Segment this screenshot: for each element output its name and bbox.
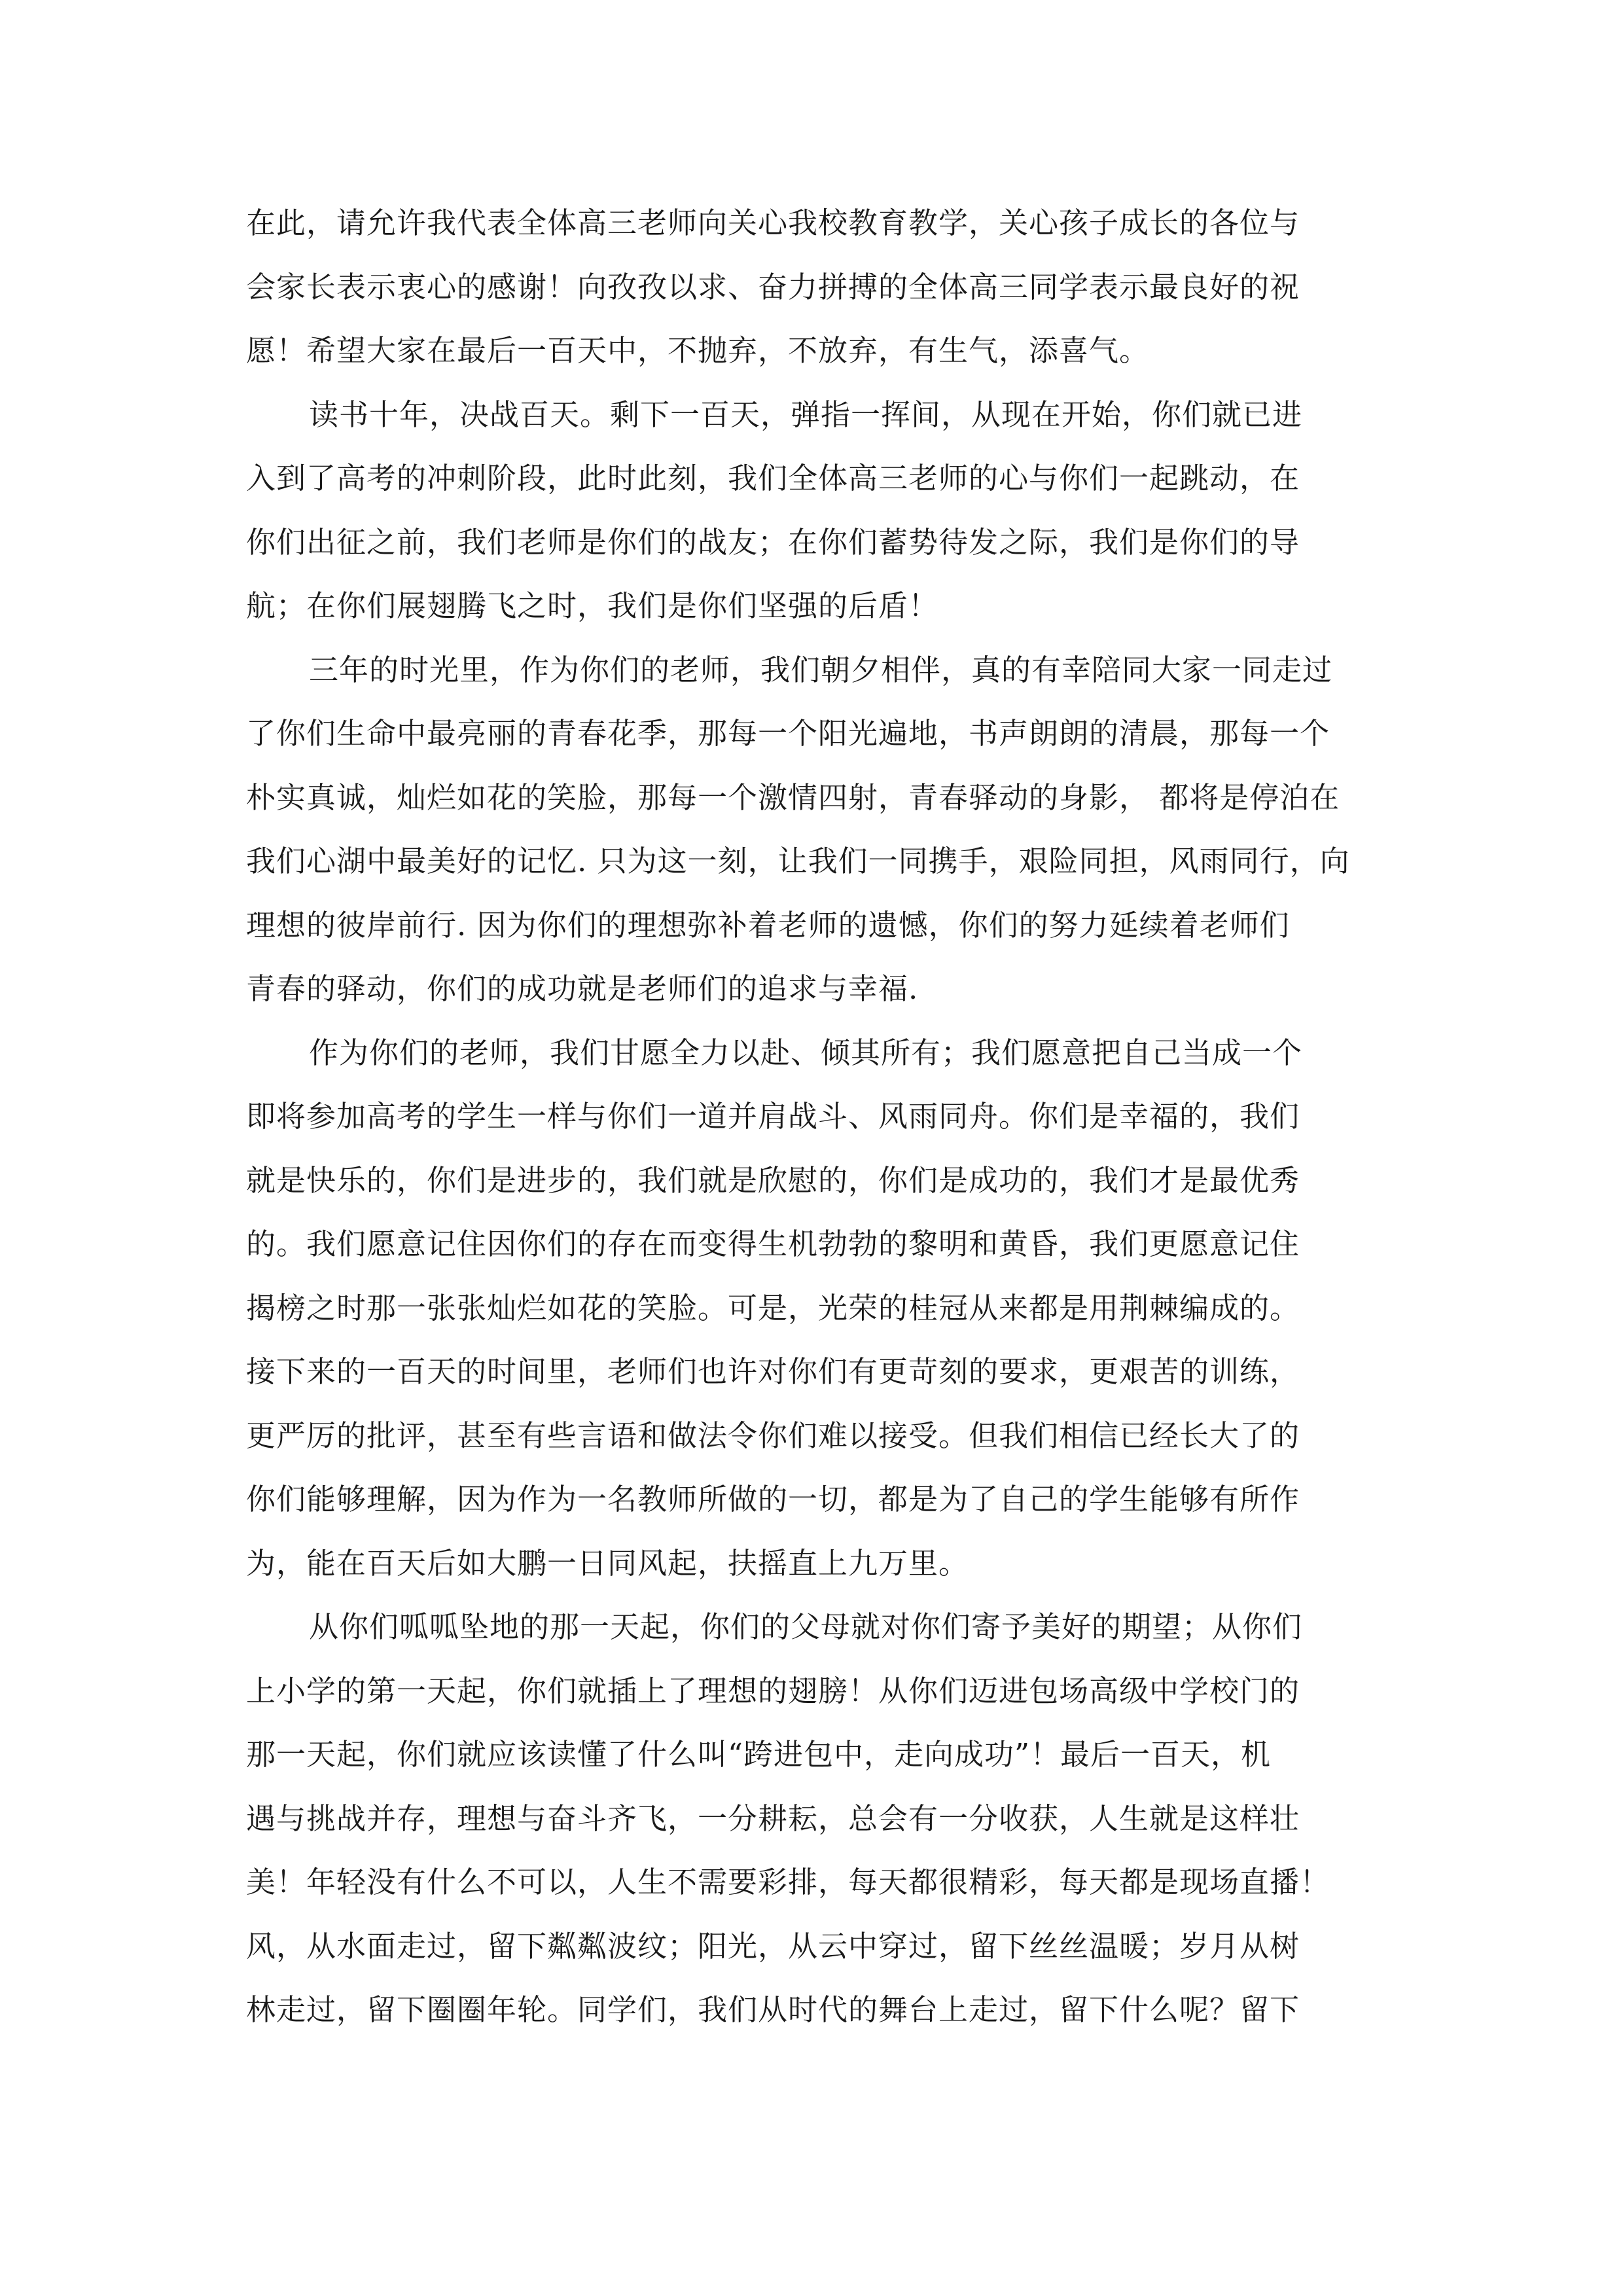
text-line: 朴实真诚，灿烂如花的笑脸，那每一个激情四射，青春驿动的身影， 都将是停泊在 <box>246 780 1340 815</box>
speech-text <box>246 191 1398 2042</box>
text-line: 愿！希望大家在最后一百天中，不抛弃，不放弃，有生气，添喜气。 <box>246 333 1150 368</box>
text-line: 遇与挑战并存，理想与奋斗齐飞，一分耕耘，总会有一分收获，人生就是这样壮 <box>246 1801 1300 1836</box>
text-line: 作为你们的老师，我们甘愿全力以赴、倾其所有；我们愿意把自己当成一个 <box>309 1035 1303 1070</box>
text-line: 从你们呱呱坠地的那一天起，你们的父母就对你们寄予美好的期望；从你们 <box>309 1609 1303 1644</box>
text-line: 了你们生命中最亮丽的青春花季，那每一个阳光遍地，书声朗朗的清晨，那每一个 <box>246 716 1330 751</box>
text-line: 更严厉的批评，甚至有些言语和做法令你们难以接受。但我们相信已经长大了的 <box>246 1418 1300 1453</box>
text-line: 的。我们愿意记住因你们的存在而变得生机勃勃的黎明和黄昏，我们更愿意记住 <box>246 1227 1300 1261</box>
text-line: 航；在你们展翅腾飞之时，我们是你们坚强的后盾！ <box>246 588 939 623</box>
text-line: 林走过，留下圈圈年轮。同学们，我们从时代的舞台上走过，留下什么呢？留下 <box>246 1992 1300 2027</box>
text-line: 上小学的第一天起，你们就插上了理想的翅膀！从你们迈进包场高级中学校门的 <box>246 1673 1300 1708</box>
text-line: 就是快乐的，你们是进步的，我们就是欣慰的，你们是成功的，我们才是最优秀 <box>246 1162 1300 1198</box>
text-line: 青春的驿动，你们的成功就是老师们的追求与幸福. <box>246 971 919 1006</box>
text-line: 即将参加高考的学生一样与你们一道并肩战斗、风雨同舟。你们是幸福的，我们 <box>246 1099 1300 1134</box>
text-line: 接下来的一百天的时间里，老师们也许对你们有更苛刻的要求，更艰苦的训练， <box>246 1354 1300 1389</box>
text-line: 你们出征之前，我们老师是你们的战友；在你们蓄势待发之际，我们是你们的导 <box>246 524 1300 560</box>
text-line: 你们能够理解，因为作为一名教师所做的一切，都是为了自己的学生能够有所作 <box>246 1482 1300 1516</box>
text-line: 理想的彼岸前行. 因为你们的理想弥补着老师的遗憾，你们的努力延续着老师们 <box>246 907 1290 942</box>
text-line: 会家长表示衷心的感谢！向孜孜以求、奋力拼搏的全体高三同学表示最良好的祝 <box>246 269 1300 304</box>
text-line: 在此，请允许我代表全体高三老师向关心我校教育教学，关心孩子成长的各位与 <box>246 206 1300 240</box>
text-line: 读书十年，决战百天。剩下一百天，弹指一挥间，从现在开始，你们就已进 <box>309 397 1303 432</box>
text-line: 美！年轻没有什么不可以，人生不需要彩排，每天都很精彩，每天都是现场直播！ <box>246 1865 1330 1899</box>
text-line: 入到了高考的冲刺阶段，此时此刻，我们全体高三老师的心与你们一起跳动，在 <box>246 461 1300 495</box>
text-line: 三年的时光里，作为你们的老师，我们朝夕相伴，真的有幸陪同大家一同走过 <box>309 652 1333 687</box>
text-line: 那一天起，你们就应该读懂了什么叫“跨进包中，走向成功”！最后一百天，机 <box>246 1737 1272 1772</box>
text-line: 为，能在百天后如大鹏一日同风起，扶摇直上九万里。 <box>246 1545 969 1581</box>
text-line: 风，从水面走过，留下粼粼波纹；阳光，从云中穿过，留下丝丝温暖；岁月从树 <box>246 1928 1300 1964</box>
text-line: 揭榜之时那一张张灿烂如花的笑脸。可是，光荣的桂冠从来都是用荆棘编成的。 <box>246 1290 1300 1325</box>
text-line: 我们心湖中最美好的记忆. 只为这一刻，让我们一同携手，艰险同担，风雨同行，向 <box>246 844 1350 878</box>
